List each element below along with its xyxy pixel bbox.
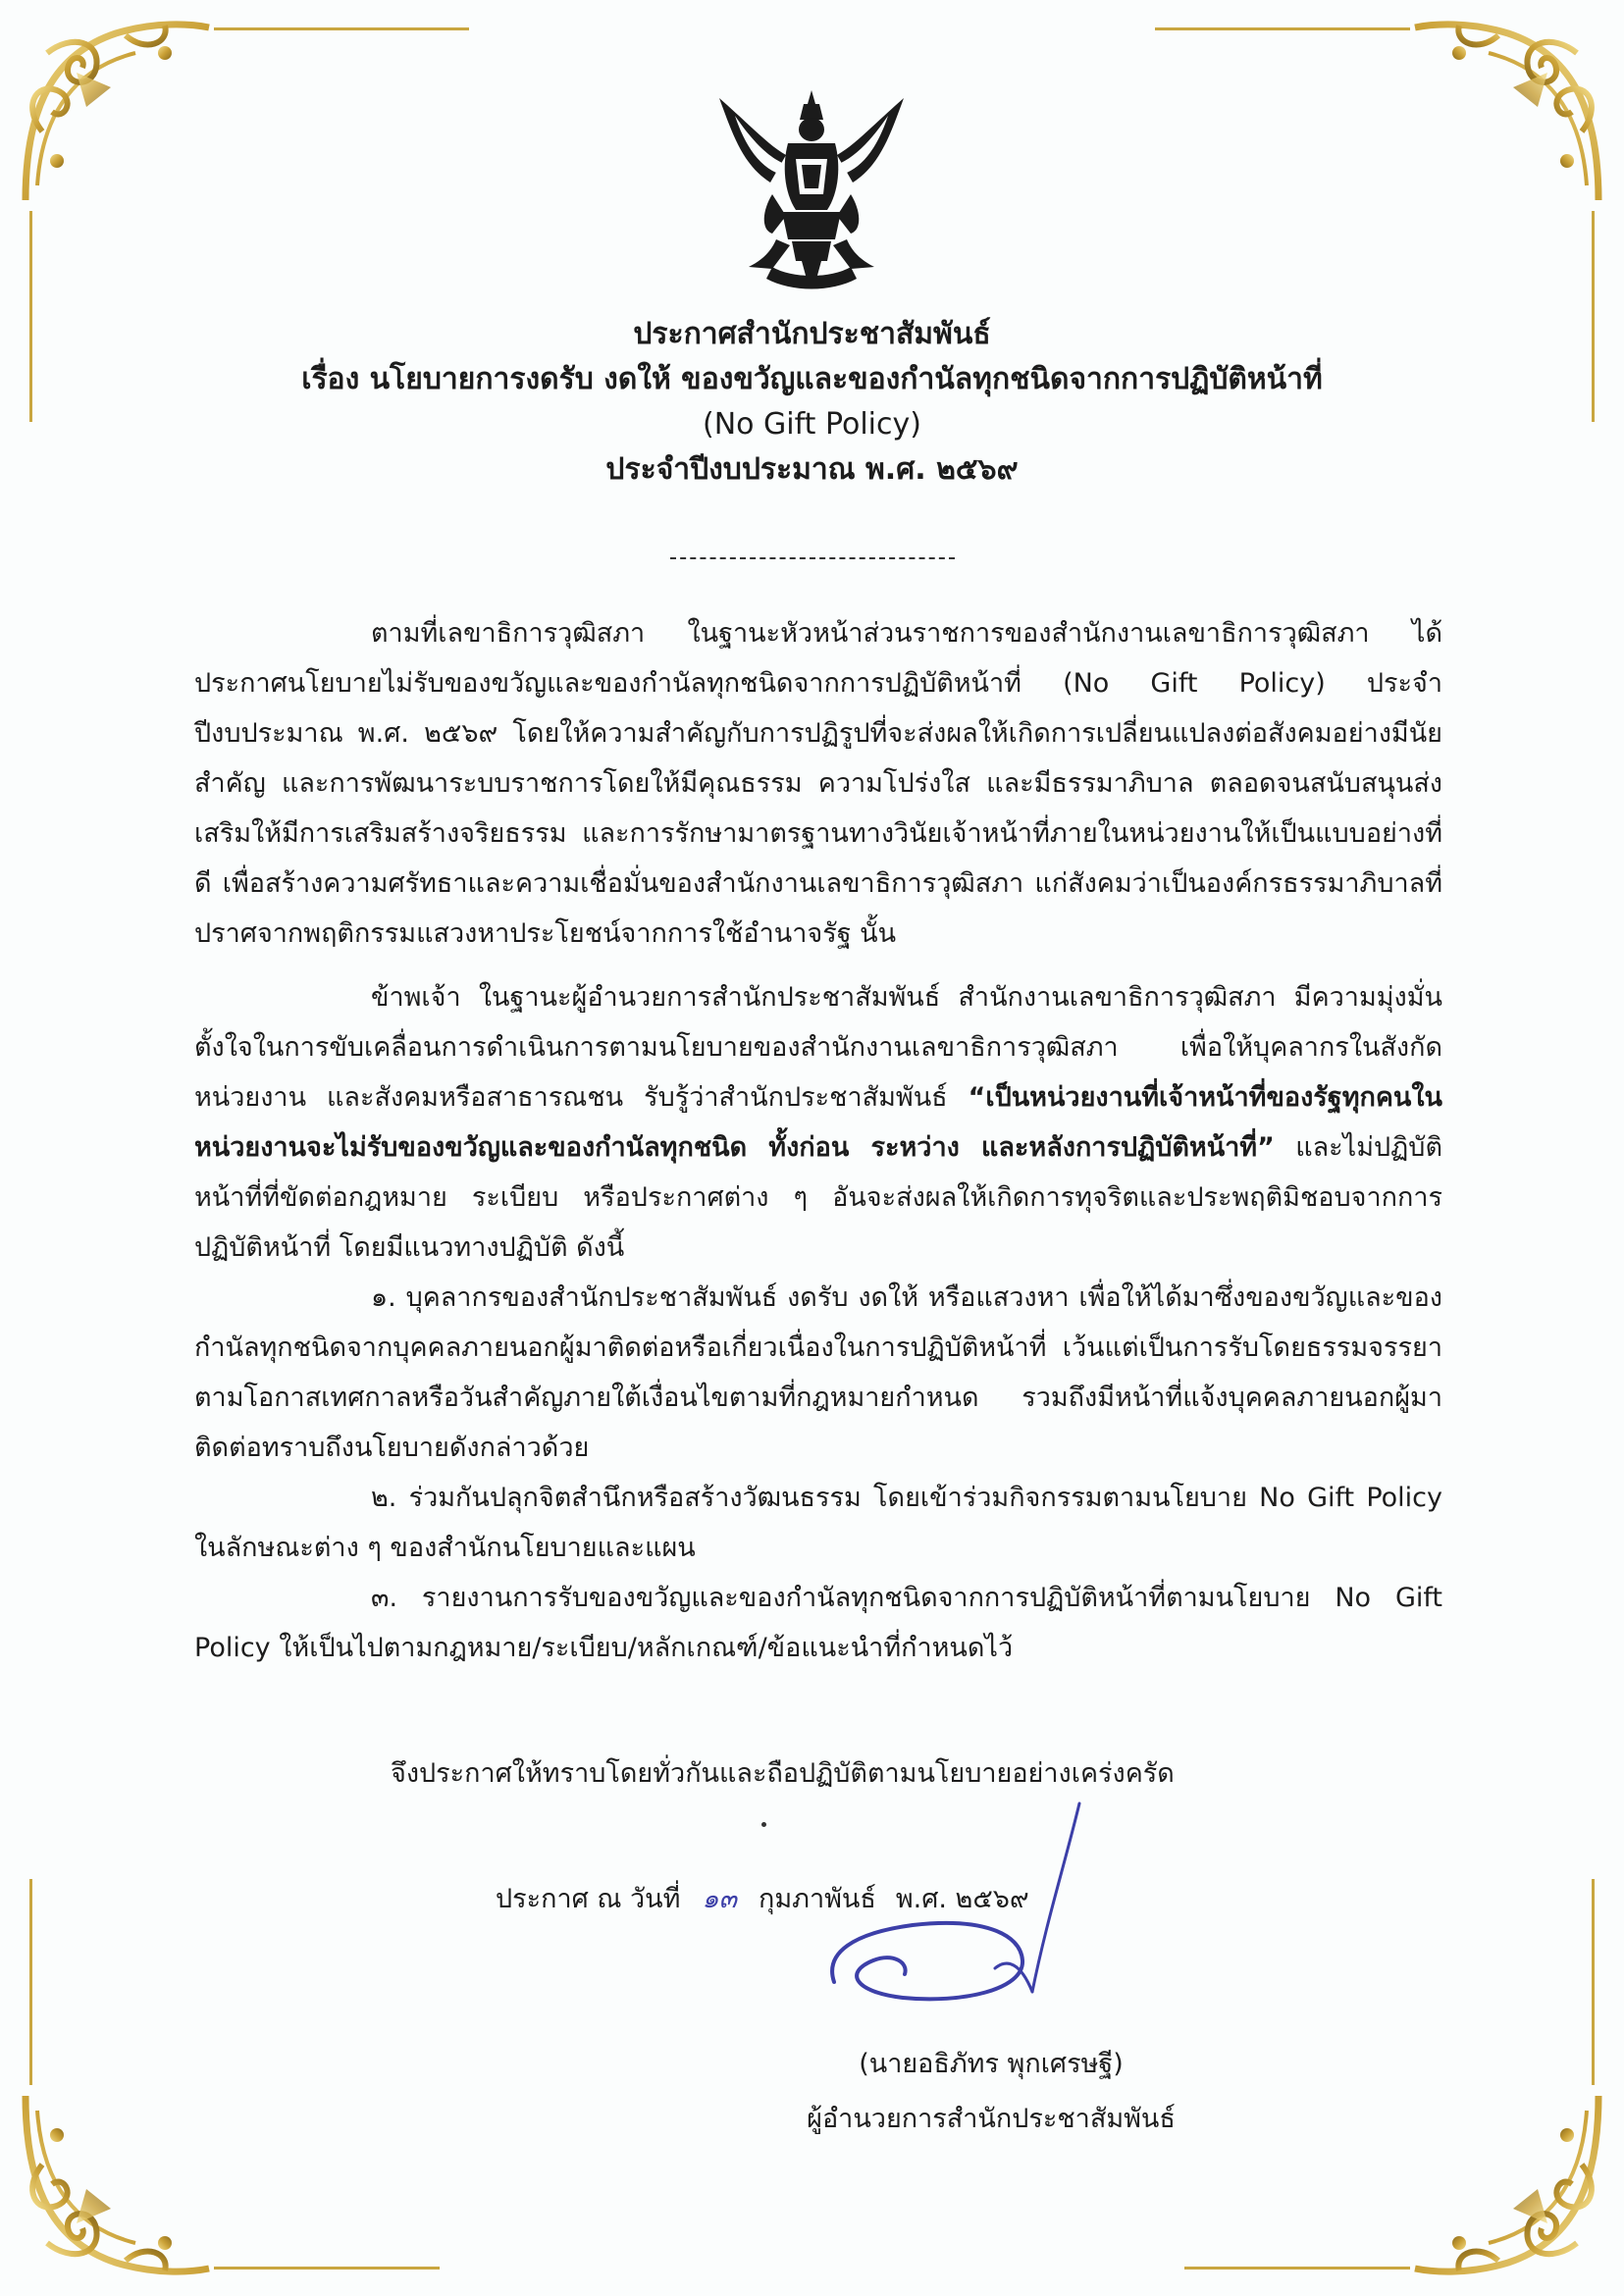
signature-icon xyxy=(814,1796,1187,2021)
ink-dot xyxy=(761,1822,766,1827)
garuda-emblem-icon xyxy=(713,86,910,294)
frame-bottom-right-rule xyxy=(1184,2267,1410,2270)
announcement-subject: เรื่อง นโยบายการงดรับ งดให้ ของขวัญและของกำนัลทุกชนิดจากการปฏิบัติหน้าที่ xyxy=(301,362,1323,396)
date-month: กุมภาพันธ์ xyxy=(759,1884,876,1914)
frame-right-top-rule xyxy=(1592,211,1595,422)
corner-ornament-icon xyxy=(1410,2086,1606,2282)
signer-title: ผู้อำนวยการสำนักประชาสัมพันธ์ xyxy=(807,2104,1176,2134)
date-day: ๑๓ xyxy=(702,1884,738,1914)
guideline-item-3: ๓. รายงานการรับของขวัญและของกำนัลทุกชนิดจากการปฏิบัติหน้าที่ตามนโยบาย No Gift Policy ให้เป็นไปตามกฎหมาย/ระเบียบ/หลักเกณฑ์/ข้อแนะนำที่กำหนดไว้ xyxy=(194,1583,1442,1663)
closing-statement: จึงประกาศให้ทราบโดยทั่วกันและถือปฏิบัติตามนโยบายอย่างเคร่งครัด xyxy=(391,1758,1175,1789)
guideline-item-1: ๑. บุคลากรของสำนักประชาสัมพันธ์ งดรับ งดให้ หรือแสวงหา เพื่อให้ได้มาซึ่งของขวัญและของกำนัลทุกชนิดจากบุคคลภายนอกผู้มาติดต่อหรือเกี่ยวเนื่องในการปฏิบัติหน้าที่ เว้นแต่เป็นการรับโดยธรรมจรรยาตามโอกาสเทศกาลหรือวันสำคัญภายใต้เงื่อนไขตามที่กฎหมายกำหนด รวมถึงมีหน้าที่แจ้งบุคคลภายนอกผู้มาติดต่อทราบถึงนโยบายดังกล่าวด้วย xyxy=(194,1282,1442,1463)
date-prefix: ประกาศ ณ วันที่ xyxy=(496,1884,681,1914)
frame-left-top-rule xyxy=(29,211,32,422)
corner-ornament-icon xyxy=(18,14,214,210)
corner-ornament-icon xyxy=(18,2086,214,2282)
corner-ornament-icon xyxy=(1410,14,1606,210)
guideline-item-2: ๒. ร่วมกันปลุกจิตสำนึกหรือสร้างวัฒนธรรม โดยเข้าร่วมกิจกรรมตามนโยบาย No Gift Policy ในลักษณะต่าง ๆ ของสำนักนโยบายและแผน xyxy=(194,1483,1442,1563)
frame-top-right-rule xyxy=(1155,27,1410,30)
announcement-header xyxy=(196,312,1428,493)
paragraph-commitment xyxy=(194,972,1442,1273)
paragraph-background: ตามที่เลขาธิการวุฒิสภา ในฐานะหัวหน้าส่วนราชการของสำนักงานเลขาธิการวุฒิสภา ได้ประกาศนโยบายไม่รับของขวัญและของกำนัลทุกชนิดจากการปฏิบัติหน้าที่ (No Gift Policy) ประจำปีงบประมาณ พ.ศ. ๒๕๖๙ โดยให้ความสำคัญกับการปฏิรูปที่จะส่งผลให้เกิดการเปลี่ยนแปลงต่อสังคมอย่างมีนัยสำคัญ และการพัฒนาระบบราชการโดยให้มีคุณธรรม ความโปร่งใส และมีธรรมาภิบาล ตลอดจนสนับสนุนส่งเสริมให้มีการเสริมสร้างจริยธรรม และการรักษามาตรฐานทางวินัยเจ้าหน้าที่ภายในหน่วยงานให้เป็นแบบอย่างที่ดี เพื่อสร้างความศรัทธาและความเชื่อมั่นของสำนักงานเลขาธิการวุฒิสภา แก่สังคมว่าเป็นองค์กรธรรมาภิบาลที่ปราศจากพฤติกรรมแสวงหาประโยชน์จากการใช้อำนาจรัฐ นั้น xyxy=(194,618,1442,949)
commitment-pledge: “เป็นหน่วยงานที่เจ้าหน้าที่ของรัฐทุกคนในหน่วยงานจะไม่รับของขวัญและของกำนัลทุกชนิด ทั้งก่อน ระหว่าง และหลังการปฏิบัติหน้าที่” xyxy=(194,1082,1442,1163)
announcement-subtitle: (No Gift Policy) xyxy=(703,407,921,442)
signer-block xyxy=(785,2039,1197,2149)
announcement-body xyxy=(194,608,1442,1673)
announcement-issuer: ประกาศสำนักประชาสัมพันธ์ xyxy=(633,317,991,351)
announcement-fiscal-year: ประจำปีงบประมาณ พ.ศ. ๒๕๖๙ xyxy=(605,452,1019,487)
commitment-text: ข้าพเจ้า ในฐานะผู้อำนวยการสำนักประชาสัมพันธ์ สำนักงานเลขาธิการวุฒิสภา มีความมุ่งมั่นตั้งใจในการขับเคลื่อนการดำเนินการตามนโยบายของสำนักงานเลขาธิการวุฒิสภา เพื่อให้บุคลากรในสังกัด หน่วยงาน และสังคมหรือสาธารณชน รับรู้ว่าสำนักประชาสัมพันธ์ xyxy=(194,982,1442,1113)
signer-name: (นายอธิภัทร พุกเศรษฐี) xyxy=(859,2049,1124,2079)
frame-top-left-rule xyxy=(214,27,469,30)
dashed-divider xyxy=(670,557,955,559)
frame-right-bottom-rule xyxy=(1592,1879,1595,2085)
commitment-text-end: และไม่ปฏิบัติหน้าที่ที่ขัดต่อกฎหมาย ระเบียบ หรือประกาศต่าง ๆ อันจะส่งผลให้เกิดการทุจริตและประพฤติมิชอบจากการปฏิบัติหน้าที่ โดยมีแนวทางปฏิบัติ ดังนี้ xyxy=(194,1132,1442,1263)
frame-left-bottom-rule xyxy=(29,1879,32,2085)
date-year: พ.ศ. ๒๕๖๙ xyxy=(895,1884,1029,1914)
frame-bottom-left-rule xyxy=(214,2267,440,2270)
